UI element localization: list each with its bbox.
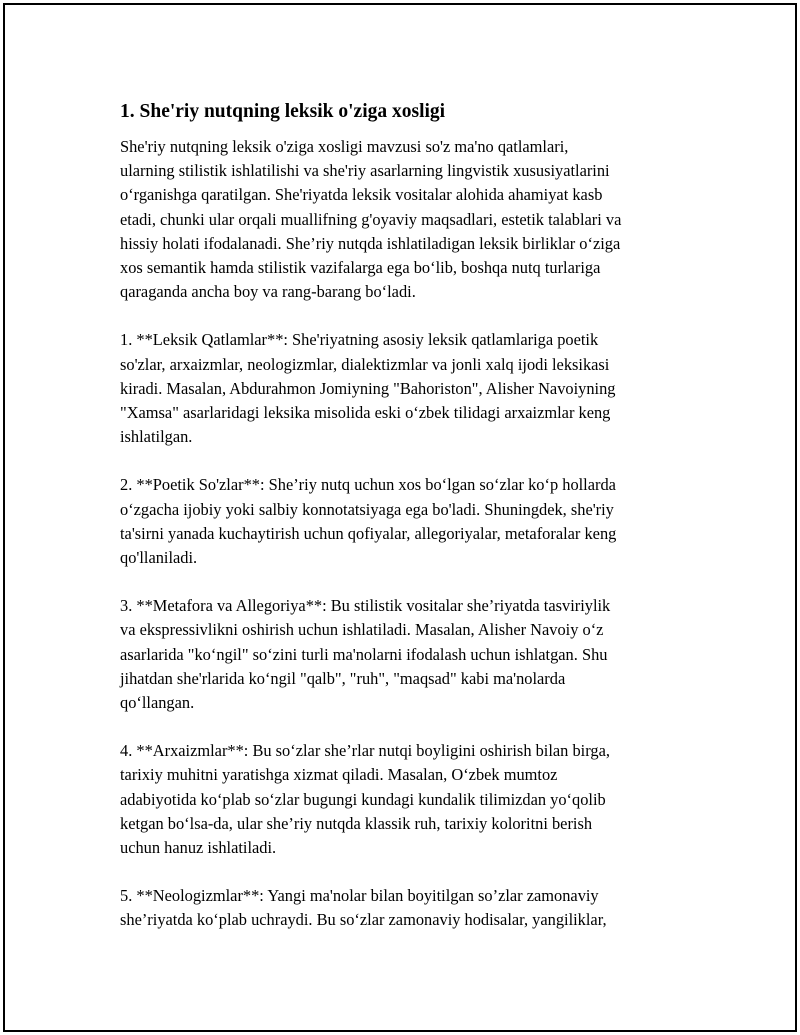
paragraph-line: so'zlar, arxaizmlar, neologizmlar, dialektizmlar va jonli xalq ijodi leksikasi — [120, 354, 610, 374]
paragraph-line: she’riyatda ko‘plab uchraydi. Bu so‘zlar zamonaviy hodisalar, yangiliklar, — [120, 910, 607, 930]
paragraph-line: jihatdan she'rlarida ko‘ngil "qalb", "ruh", "maqsad" kabi ma'nolarda — [120, 668, 566, 688]
paragraph-line: "Xamsa" asarlaridagi leksika misolida eski o‘zbek tilidagi arxaizmlar keng — [120, 403, 611, 423]
leksik-qatlamlar-paragraph — [120, 328, 690, 449]
page-frame — [3, 3, 797, 1032]
paragraph-line: hissiy holati ifodalanadi. She’riy nutqda ishlatiladigan leksik birliklar o‘ziga — [120, 233, 621, 253]
paragraph-line: ketgan bo‘lsa-da, ular she’riy nutqda klassik ruh, tarixiy koloritni berish — [120, 813, 593, 833]
paragraph-line: 4. **Arxaizmlar**: Bu so‘zlar she’rlar nutqi boyligini oshirish bilan birga, — [120, 741, 610, 761]
paragraph-line: va ekspressivlikni oshirish uchun ishlatiladi. Masalan, Alisher Navoiy o‘z — [120, 620, 604, 640]
paragraph-line: She'riy nutqning leksik o'ziga xosligi mavzusi so'z ma'no qatlamlari, — [120, 137, 569, 156]
paragraph-line: tarixiy muhitni yaratishga xizmat qiladi. Masalan, O‘zbek mumtoz — [120, 765, 558, 785]
arxaizmlar-paragraph — [120, 739, 690, 860]
paragraph-line: qo'llaniladi. — [120, 548, 198, 568]
paragraph-line: ishlatilgan. — [120, 427, 193, 447]
document-title: 1. She'riy nutqning leksik o'ziga xosligi — [120, 101, 446, 122]
paragraph-line: 1. **Leksik Qatlamlar**: She'riyatning asosiy leksik qatlamlariga poetik — [120, 330, 599, 350]
poetik-sozlar-paragraph — [120, 473, 690, 570]
paragraph-line: 2. **Poetik So'zlar**: She’riy nutq uchun xos bo‘lgan so‘zlar ko‘p hollarda — [120, 475, 616, 495]
paragraph-line: o‘rganishga qaratilgan. She'riyatda leksik vositalar alohida ahamiyat kasb — [120, 185, 603, 205]
intro-paragraph — [120, 135, 690, 304]
document-body — [120, 98, 690, 957]
paragraph-line: ta'sirni yanada kuchaytirish uchun qofiyalar, allegoriyalar, metaforalar keng — [120, 523, 617, 543]
paragraph-line: uchun hanuz ishlatiladi. — [120, 838, 277, 858]
paragraph-line: asarlarida "ko‘ngil" so‘zini turli ma'nolarni ifodalash uchun ishlatgan. Shu — [120, 644, 608, 664]
metafora-allegoriya-paragraph — [120, 594, 690, 715]
paragraph-line: adabiyotida ko‘plab so‘zlar bugungi kundagi kundalik tilimizdan yo‘qolib — [120, 789, 606, 809]
paragraph-line: qaraganda ancha boy va rang-barang bo‘ladi. — [120, 282, 416, 302]
paragraph-line: ularning stilistik ishlatilishi va she'riy asarlarning lingvistik xususiyatlarini — [120, 161, 610, 181]
paragraph-line: qo‘llangan. — [120, 693, 195, 713]
paragraph-line: o‘zgacha ijobiy yoki salbiy konnotatsiyaga ega bo'ladi. Shuningdek, she'riy — [120, 499, 614, 519]
paragraph-line: 5. **Neologizmlar**: Yangi ma'nolar bilan boyitilgan so’zlar zamonaviy — [120, 886, 599, 906]
neologizmlar-paragraph — [120, 884, 690, 932]
paragraph-line: xos semantik hamda stilistik vazifalarga ega bo‘lib, boshqa nutq turlariga — [120, 258, 601, 278]
paragraph-line: 3. **Metafora va Allegoriya**: Bu stilistik vositalar she’riyatda tasviriylik — [120, 596, 611, 616]
paragraph-line: etadi, chunki ular orqali muallifning g'oyaviy maqsadlari, estetik talablari va — [120, 209, 622, 229]
paragraph-line: kiradi. Masalan, Abdurahmon Jomiyning "Bahoriston", Alisher Navoiyning — [120, 378, 616, 398]
